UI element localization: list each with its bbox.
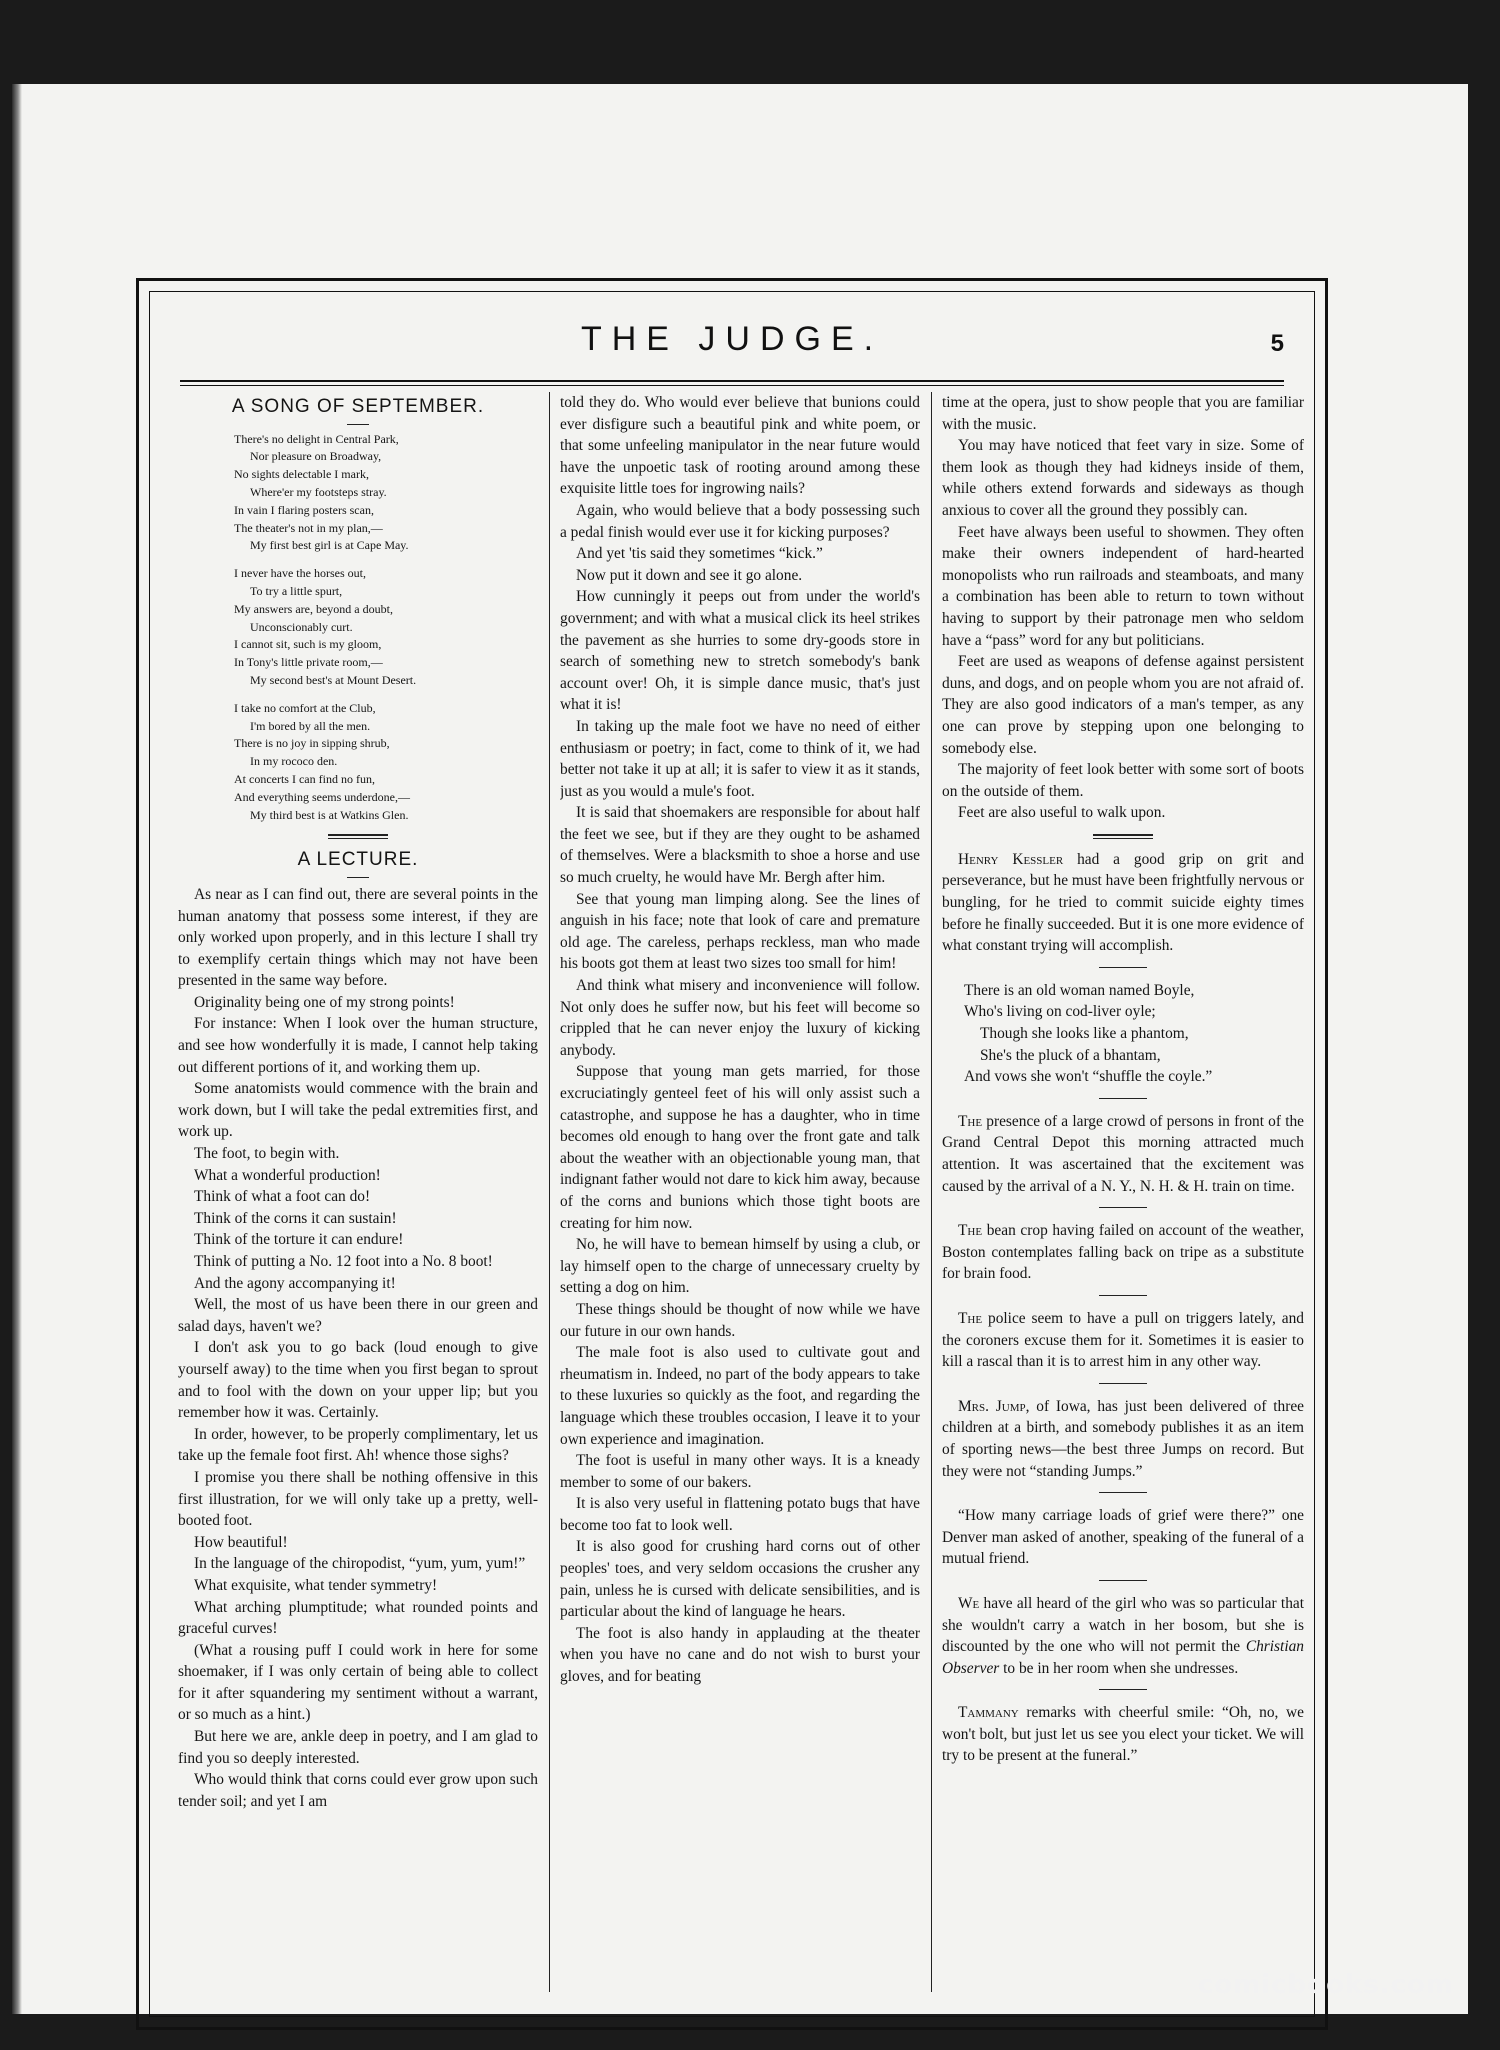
section-separator [1093,834,1153,839]
lecture-paragraph: Feet have always been useful to showmen. They often make their owners independent of hard-hearted monopolists who run railroads and steamboats, and many a combination has been able to return to town without having to support by their patronage men who seldom have a “pass” word for any but politicians. [942,523,1304,649]
item-police: The police seem to have a pull on triggers lately, and the coroners excuse them for it. Sometimes it is easier to kill a rascal than it is to arrest him in any other way. [942,1309,1304,1371]
lecture-paragraph: I promise you there shall be nothing offensive in this first illustration, for we will only take up a pretty, well-booted foot. [178,1468,538,1530]
lecture-paragraph: The foot, to begin with. [194,1145,340,1163]
poem-stanza [234,700,538,825]
lecture-paragraph: Now put it down and see it go alone. [576,566,803,584]
lecture-title: A LECTURE. [297,849,419,871]
column-2 [560,392,920,1998]
masthead-title: THE JUDGE. [580,320,884,358]
column-3 [942,392,1304,1998]
lecture-paragraph: You may have noticed that feet vary in size. Some of them look as though they had kidneys inside of them, while others extend forwards and sideways as though anxious to cover all the ground they possibly can. [942,437,1304,519]
lecture-paragraph: What arching plumptitude; what rounded points and graceful curves! [178,1598,538,1638]
poem-line: My first best girl is at Cape May. [250,538,409,553]
item-denver: “How many carriage loads of grief were there?” one Denver man asked of another, speaking of the funeral of a mutual friend. [942,1507,1304,1568]
poem-stanza [234,565,538,690]
masthead-rule-thin [180,385,1284,386]
lecture-paragraph: What a wonderful production! [194,1166,381,1184]
column-divider [931,392,932,1992]
lecture-paragraph: Think of putting a No. 12 foot into a No. 8 boot! [194,1253,493,1271]
lecture-paragraph: Originality being one of my strong points! [194,993,455,1011]
item-bean: The bean crop having failed on account of the weather, Boston contemplates falling back on tripe as a substitute for brain food. [942,1222,1304,1283]
item-rule [1099,1295,1147,1296]
item-rule [1099,1580,1147,1581]
poem-line: I take no comfort at the Club, [234,700,376,715]
lecture-paragraph: told they do. Who would ever believe that bunions could ever disfigure such a beautiful pink and white poem, or that some unfeeling manipulator in the near future would have the unpoetic task of rooting around among these exquisite little toes for ingrowing nails? [560,394,920,498]
poem-line: At concerts I can find no fun, [234,771,375,786]
item-jump: Mrs. Jump, of Iowa, has just been delivered of three children at a birth, and somebody publishes it as an item of sporting news—the best three Jumps on record. But they were not “standing Jumps.” [942,1397,1304,1480]
limerick-line: Who's living on cod-liver oyle; [964,1003,1156,1021]
item-rule [1099,1207,1147,1208]
poem-line: In my rococo den. [250,754,338,769]
lecture-paragraph: Feet are also useful to walk upon. [958,804,1166,822]
poem-line: Where'er my footsteps stray. [250,484,387,499]
title-rule [347,424,369,425]
page-border-inner [149,291,1315,2017]
page-border [136,278,1328,2030]
scanned-page [12,84,1468,2014]
lecture-paragraph: What exquisite, what tender symmetry! [194,1576,438,1594]
lecture-paragraph: Again, who would believe that a body possessing such a pedal finish would ever use it for kicking purposes? [560,501,920,541]
lecture-paragraph: It is also very useful in flattening potato bugs that have become too fat to look well. [560,1495,920,1534]
lecture-paragraph: In order, however, to be properly complimentary, let us take up the female foot first. Ah! whence those sighs? [178,1425,538,1465]
poem-line: And everything seems underdone,— [234,789,410,804]
poem-stanza [234,431,538,556]
limerick-line: She's the pluck of a bhantam, [980,1046,1161,1064]
poem-line: My answers are, beyond a doubt, [234,601,393,616]
item-rule [1099,1383,1147,1384]
lecture-paragraph: Who would think that corns could ever grow upon such tender soil; and yet I am [178,1771,538,1810]
limerick-line: And vows she won't “shuffle the coyle.” [964,1068,1213,1086]
lecture-paragraph: In taking up the male foot we have no need of either enthusiasm or poetry; in fact, come to think of it, we had better not take it up at all; it is safer to view it as it stands, just as you would a mule's foot. [560,717,920,800]
site-watermark: comicbooks.com [1197,1970,1454,2000]
item-rule [1099,967,1147,968]
lecture-paragraph: And think what misery and inconvenience will follow. Not only does he suffer now, but his feet will become so crippled that he can never enjoy the luxury of kicking anybody. [560,977,920,1059]
lecture-paragraph: Think of what a foot can do! [194,1188,371,1206]
lecture-text-part-1 [178,884,538,1813]
lecture-paragraph: The foot is also handy in applauding at the theater when you have no cane and do not wish to burst your gloves, and for beating [560,1624,920,1686]
lecture-paragraph: It is said that shoemakers are responsible for about half the feet we see, but if they are they ought to be ashamed of themselves. Were a blacksmith to shoe a horse and use so much cruelty, he would have Mr. Bergh after him. [560,804,920,887]
poem-line: There is no joy in sipping shrub, [234,736,390,751]
lecture-paragraph: I don't ask you to go back (loud enough to give yourself away) to the time when you first began to sprout and to fool with the down on your upper lip; but you remember how it was. Certainly. [178,1339,538,1422]
poem-line: The theater's not in my plan,— [234,520,383,535]
lecture-paragraph: The majority of feet look better with some sort of boots on the outside of them. [942,761,1304,800]
poem-line: Unconscionably curt. [250,619,353,634]
lecture-paragraph: Think of the torture it can endure! [194,1231,404,1249]
item-limerick [964,980,1304,1088]
lecture-paragraph: Think of the corns it can sustain! [194,1209,397,1227]
limerick-line: There is an old woman named Boyle, [964,981,1195,999]
lecture-text-part-2 [560,392,920,1688]
lecture-paragraph: The foot is useful in many other ways. It is a kneady member to some of our bakers. [560,1452,920,1491]
poem-line: I cannot sit, such is my gloom, [234,637,382,652]
item-rule [1099,1689,1147,1690]
item-observer: We have all heard of the girl who was so particular that she wouldn't carry a watch in her bosom, but she is discounted by the one who will not permit the Christian Observer to be in her room when she undresses. [942,1594,1304,1677]
poem-line: No sights delectable I mark, [234,467,369,482]
column-1 [178,392,538,1998]
lecture-paragraph: The male foot is also used to cultivate gout and rheumatism in. Indeed, no part of the body appears to take to these luxuries so quickly as the foot, and regarding the language which these troubles occasion, I leave it to your own experience and imagination. [560,1344,920,1448]
page-number: 5 [1270,330,1284,357]
lecture-paragraph: And the agony accompanying it! [194,1274,396,1292]
item-rule [1099,1098,1147,1099]
poem-line: My second best's at Mount Desert. [250,672,417,687]
song-title: A SONG OF SEPTEMBER. [231,396,485,417]
lecture-text-part-3 [942,392,1304,824]
lecture-paragraph: (What a rousing puff I could work in here for some shoemaker, if I was only certain of being able to collect for it after squandering my sentiment without a warrant, or so much as a hint.) [178,1641,538,1724]
lecture-paragraph: And yet 'tis said they sometimes “kick.” [576,545,823,563]
poem-line: I'm bored by all the men. [250,718,371,733]
item-tammany: Tammany remarks with cheerful smile: “Oh, no, we won't bolt, but just let us see you elect your ticket. We will try to be present at the funeral.” [942,1704,1304,1765]
lecture-paragraph: No, he will have to bemean himself by using a club, or lay himself open to the charge of unnecessary cruelty by setting a dog on him. [560,1236,920,1297]
lecture-paragraph: time at the opera, just to show people that you are familiar with the music. [942,394,1304,433]
lecture-paragraph: These things should be thought of now while we have our future in our own hands. [560,1300,920,1340]
song-poem [234,431,538,825]
page-edge-shadow [12,84,22,2014]
lecture-paragraph: Some anatomists would commence with the brain and work down, but I will take the pedal extremities first, and work up. [178,1080,538,1141]
lecture-paragraph: How beautiful! [194,1533,288,1551]
item-rule [1099,1492,1147,1493]
title-rule [347,877,369,878]
poem-line: Nor pleasure on Broadway, [250,449,382,464]
item-kessler: Henry Kessler had a good grip on grit and perseverance, but he must have been frightfully nervous or bungling, for he tried to commit suicide eighty times before he finally succeeded. But it is one more evidence of what constant trying will accomplish. [942,850,1304,955]
lecture-paragraph: Well, the most of us have been there in our green and salad days, haven't we? [178,1296,538,1335]
lecture-paragraph: See that young man limping along. See the lines of anguish in his face; note that look of care and premature old age. The careless, perhaps reckless, man who made his boots got them at least two sizes too small for him! [560,890,920,973]
lecture-paragraph: As near as I can find out, there are several points in the human anatomy that possess some interest, if they are only worked upon properly, and in this lecture I shall try to exemplify certain things which may not have been presented in the same way before. [178,885,538,990]
poem-line: There's no delight in Central Park, [234,431,399,446]
limerick-line: Though she looks like a phantom, [980,1025,1189,1043]
item-depot: The presence of a large crowd of persons in front of the Grand Central Depot this morning attracted much attention. It was ascertained that the excitement was caused by the arrival of a N. Y., N. H. & H. train on time. [942,1112,1304,1195]
poem-line: My third best is at Watkins Glen. [250,807,409,822]
masthead-rule [180,380,1284,382]
section-separator [328,834,388,839]
lecture-paragraph: Feet are used as weapons of defense against persistent duns, and dogs, and on people whom you are not afraid of. They are also good indicators of a man's temper, as any one can prove by stepping upon one belonging to somebody else. [942,653,1304,757]
lecture-paragraph: But here we are, ankle deep in poetry, and I am glad to find you so deeply interested. [178,1728,538,1767]
column-divider [549,392,550,1992]
poem-line: In Tony's little private room,— [234,655,383,670]
lecture-paragraph: For instance: When I look over the human structure, and see how wonderfully it is made, I cannot help taking out different portions of it, and working them up. [178,1015,538,1076]
lecture-paragraph: In the language of the chiropodist, “yum, yum, yum!” [194,1555,526,1573]
poem-line: To try a little spurt, [250,583,343,598]
lecture-paragraph: It is also good for crushing hard corns out of other peoples' toes, and very seldom occasions the crusher any pain, unless he is cursed with delicate sensibilities, and is particular about the kind of language he hears. [560,1538,920,1621]
poem-line: In vain I flaring posters scan, [234,502,374,517]
poem-line: I never have the horses out, [234,566,366,581]
lecture-paragraph: Suppose that young man gets married, for those excruciatingly genteel feet of his will only assist such a catastrophe, and suppose he has a daughter, who in time becomes old enough to hang over the front gate and talk about the weather with an objectionable young man, that indignant father would not dare to kick him away, because of the corns and bunions which those tight boots are creating for him now. [560,1063,920,1232]
lecture-paragraph: How cunningly it peeps out from under the world's government; and with what a musical click its heel strikes the pavement as she hurries to some dry-goods store in search of something new to stretch somebody's bank account over! Oh, it is simple dance music, that's just what it is! [560,588,920,714]
